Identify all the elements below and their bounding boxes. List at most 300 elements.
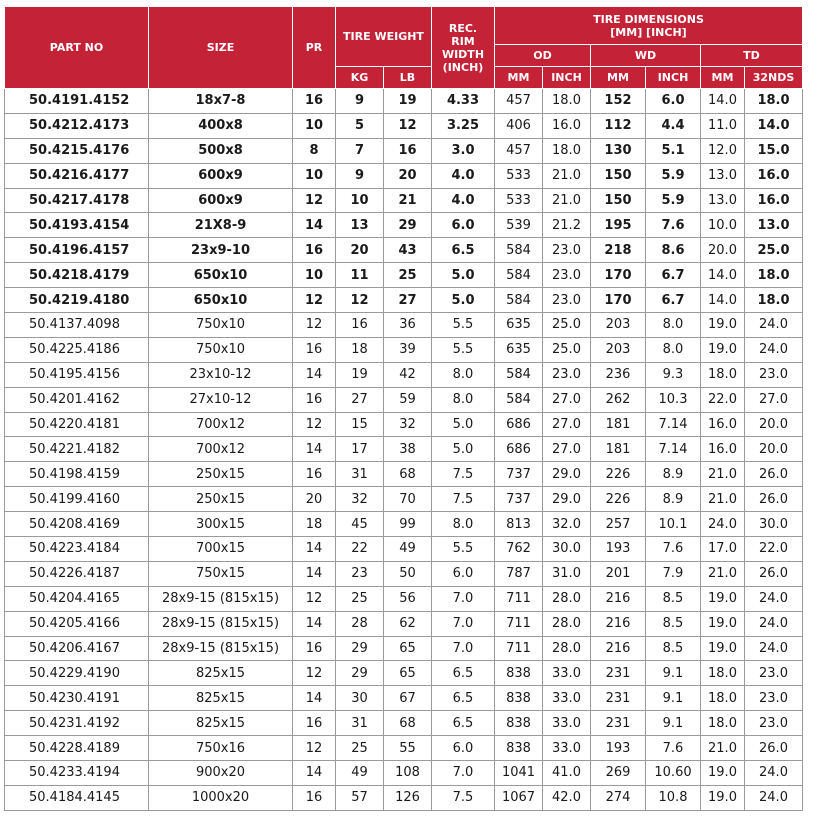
cell-pr: 14 (293, 537, 336, 562)
cell-size: 600x9 (149, 188, 293, 213)
cell-part-no: 50.4205.4166 (5, 611, 149, 636)
cell-part-no: 50.4231.4192 (5, 711, 149, 736)
cell-size: 23x9-10 (149, 238, 293, 263)
cell-od-inch: 21.0 (543, 163, 591, 188)
cell-od-mm: 711 (495, 636, 543, 661)
cell-od-mm: 686 (495, 412, 543, 437)
cell-od-inch: 23.0 (543, 238, 591, 263)
cell-wd-inch: 9.1 (646, 686, 701, 711)
table-row (5, 412, 803, 437)
cell-weight-lb: 49 (384, 537, 432, 562)
cell-od-mm: 838 (495, 686, 543, 711)
cell-pr: 16 (293, 387, 336, 412)
cell-td-32nds: 24.0 (745, 337, 803, 362)
cell-wd-mm: 203 (591, 313, 646, 338)
cell-td-mm: 24.0 (701, 512, 745, 537)
cell-pr: 16 (293, 711, 336, 736)
cell-td-32nds: 20.0 (745, 437, 803, 462)
cell-size: 300x15 (149, 512, 293, 537)
cell-wd-inch: 8.9 (646, 462, 701, 487)
cell-rim-width: 4.0 (432, 188, 495, 213)
cell-wd-inch: 9.1 (646, 711, 701, 736)
cell-od-mm: 457 (495, 89, 543, 114)
cell-td-32nds: 24.0 (745, 785, 803, 810)
cell-weight-lb: 32 (384, 412, 432, 437)
cell-weight-lb: 36 (384, 313, 432, 338)
cell-rim-width: 6.5 (432, 686, 495, 711)
cell-od-mm: 584 (495, 263, 543, 288)
cell-wd-inch: 7.14 (646, 437, 701, 462)
cell-weight-lb: 70 (384, 487, 432, 512)
cell-weight-lb: 68 (384, 462, 432, 487)
cell-rim-width: 3.25 (432, 113, 495, 138)
cell-weight-kg: 7 (336, 138, 384, 163)
cell-size: 500x8 (149, 138, 293, 163)
cell-size: 900x20 (149, 761, 293, 786)
cell-wd-mm: 112 (591, 113, 646, 138)
cell-size: 650x10 (149, 263, 293, 288)
table-row (5, 686, 803, 711)
cell-od-inch: 16.0 (543, 113, 591, 138)
cell-wd-inch: 7.6 (646, 736, 701, 761)
cell-size: 400x8 (149, 113, 293, 138)
cell-wd-inch: 10.3 (646, 387, 701, 412)
cell-weight-kg: 25 (336, 586, 384, 611)
cell-weight-kg: 30 (336, 686, 384, 711)
cell-part-no: 50.4217.4178 (5, 188, 149, 213)
header-part-no: PART NO (5, 7, 149, 89)
header-od-mm: MM (495, 67, 543, 89)
table-row (5, 288, 803, 313)
cell-od-inch: 33.0 (543, 736, 591, 761)
cell-weight-kg: 25 (336, 736, 384, 761)
cell-part-no: 50.4216.4177 (5, 163, 149, 188)
cell-pr: 16 (293, 462, 336, 487)
cell-td-mm: 18.0 (701, 686, 745, 711)
cell-part-no: 50.4193.4154 (5, 213, 149, 238)
cell-size: 750x15 (149, 561, 293, 586)
cell-size: 250x15 (149, 462, 293, 487)
table-row (5, 561, 803, 586)
cell-td-mm: 19.0 (701, 785, 745, 810)
cell-wd-mm: 231 (591, 711, 646, 736)
cell-wd-inch: 7.6 (646, 213, 701, 238)
cell-td-32nds: 18.0 (745, 89, 803, 114)
rim-width-line-1: REC. (448, 21, 478, 35)
tire-spec-table (4, 6, 803, 811)
table-header (5, 7, 803, 89)
cell-od-mm: 635 (495, 337, 543, 362)
cell-td-32nds: 26.0 (745, 736, 803, 761)
cell-part-no: 50.4204.4165 (5, 586, 149, 611)
cell-od-inch: 27.0 (543, 437, 591, 462)
cell-part-no: 50.4195.4156 (5, 362, 149, 387)
cell-od-inch: 27.0 (543, 412, 591, 437)
cell-weight-kg: 19 (336, 362, 384, 387)
cell-wd-mm: 181 (591, 412, 646, 437)
cell-weight-kg: 49 (336, 761, 384, 786)
table-row (5, 113, 803, 138)
cell-rim-width: 5.0 (432, 412, 495, 437)
cell-td-mm: 19.0 (701, 313, 745, 338)
cell-od-inch: 23.0 (543, 263, 591, 288)
cell-wd-mm: 150 (591, 188, 646, 213)
cell-od-mm: 1041 (495, 761, 543, 786)
header-od: OD (495, 45, 591, 67)
cell-pr: 20 (293, 487, 336, 512)
header-wd: WD (591, 45, 701, 67)
cell-part-no: 50.4184.4145 (5, 785, 149, 810)
cell-wd-inch: 7.14 (646, 412, 701, 437)
cell-wd-mm: 231 (591, 661, 646, 686)
table-row (5, 785, 803, 810)
cell-wd-mm: 170 (591, 263, 646, 288)
cell-size: 650x10 (149, 288, 293, 313)
cell-rim-width: 5.0 (432, 437, 495, 462)
cell-td-mm: 18.0 (701, 661, 745, 686)
cell-pr: 10 (293, 113, 336, 138)
cell-td-mm: 11.0 (701, 113, 745, 138)
cell-part-no: 50.4206.4167 (5, 636, 149, 661)
cell-wd-mm: 193 (591, 736, 646, 761)
header-td-mm: MM (701, 67, 745, 89)
cell-td-mm: 18.0 (701, 362, 745, 387)
cell-pr: 14 (293, 686, 336, 711)
cell-od-inch: 21.2 (543, 213, 591, 238)
cell-td-mm: 16.0 (701, 412, 745, 437)
cell-td-32nds: 26.0 (745, 462, 803, 487)
cell-size: 750x16 (149, 736, 293, 761)
cell-pr: 14 (293, 761, 336, 786)
header-td-32nds: 32NDS (745, 67, 803, 89)
cell-wd-inch: 8.6 (646, 238, 701, 263)
cell-od-mm: 539 (495, 213, 543, 238)
cell-part-no: 50.4215.4176 (5, 138, 149, 163)
cell-td-32nds: 26.0 (745, 487, 803, 512)
cell-weight-lb: 56 (384, 586, 432, 611)
cell-part-no: 50.4220.4181 (5, 412, 149, 437)
table-row (5, 238, 803, 263)
cell-td-32nds: 22.0 (745, 537, 803, 562)
cell-part-no: 50.4229.4190 (5, 661, 149, 686)
cell-td-32nds: 16.0 (745, 188, 803, 213)
rim-width-line-2: RIM (451, 34, 475, 48)
cell-wd-mm: 269 (591, 761, 646, 786)
cell-od-inch: 28.0 (543, 586, 591, 611)
cell-pr: 12 (293, 586, 336, 611)
cell-part-no: 50.4191.4152 (5, 89, 149, 114)
cell-part-no: 50.4228.4189 (5, 736, 149, 761)
table-row (5, 263, 803, 288)
cell-wd-mm: 152 (591, 89, 646, 114)
cell-td-mm: 19.0 (701, 611, 745, 636)
cell-rim-width: 6.5 (432, 711, 495, 736)
cell-size: 28x9-15 (815x15) (149, 611, 293, 636)
cell-od-inch: 28.0 (543, 611, 591, 636)
cell-weight-kg: 31 (336, 462, 384, 487)
cell-weight-lb: 27 (384, 288, 432, 313)
table-row (5, 362, 803, 387)
cell-weight-kg: 5 (336, 113, 384, 138)
cell-weight-lb: 19 (384, 89, 432, 114)
cell-weight-lb: 68 (384, 711, 432, 736)
cell-part-no: 50.4219.4180 (5, 288, 149, 313)
cell-pr: 8 (293, 138, 336, 163)
cell-wd-inch: 5.9 (646, 163, 701, 188)
cell-od-inch: 18.0 (543, 89, 591, 114)
cell-td-32nds: 23.0 (745, 686, 803, 711)
cell-rim-width: 6.0 (432, 561, 495, 586)
cell-size: 28x9-15 (815x15) (149, 636, 293, 661)
cell-pr: 14 (293, 437, 336, 462)
cell-td-mm: 21.0 (701, 736, 745, 761)
cell-rim-width: 8.0 (432, 387, 495, 412)
cell-td-32nds: 26.0 (745, 561, 803, 586)
cell-od-mm: 1067 (495, 785, 543, 810)
cell-od-inch: 29.0 (543, 487, 591, 512)
cell-rim-width: 5.5 (432, 313, 495, 338)
cell-weight-kg: 45 (336, 512, 384, 537)
cell-weight-kg: 11 (336, 263, 384, 288)
cell-od-mm: 533 (495, 163, 543, 188)
header-lb: LB (384, 67, 432, 89)
cell-td-mm: 20.0 (701, 238, 745, 263)
cell-wd-inch: 6.7 (646, 288, 701, 313)
cell-od-mm: 584 (495, 362, 543, 387)
cell-pr: 18 (293, 512, 336, 537)
cell-rim-width: 5.5 (432, 337, 495, 362)
cell-wd-inch: 10.60 (646, 761, 701, 786)
table-row (5, 512, 803, 537)
table-row (5, 163, 803, 188)
cell-od-mm: 762 (495, 537, 543, 562)
cell-weight-kg: 18 (336, 337, 384, 362)
cell-pr: 12 (293, 661, 336, 686)
cell-rim-width: 8.0 (432, 512, 495, 537)
cell-od-mm: 838 (495, 711, 543, 736)
cell-od-inch: 29.0 (543, 462, 591, 487)
cell-pr: 16 (293, 785, 336, 810)
cell-weight-lb: 126 (384, 785, 432, 810)
cell-weight-kg: 17 (336, 437, 384, 462)
cell-wd-inch: 5.9 (646, 188, 701, 213)
header-size: SIZE (149, 7, 293, 89)
cell-weight-kg: 16 (336, 313, 384, 338)
cell-wd-mm: 274 (591, 785, 646, 810)
header-td: TD (701, 45, 803, 67)
cell-weight-kg: 9 (336, 163, 384, 188)
tire-dimensions-units: [MM] [INCH] (610, 25, 687, 39)
cell-od-mm: 838 (495, 661, 543, 686)
cell-size: 750x10 (149, 337, 293, 362)
cell-od-inch: 27.0 (543, 387, 591, 412)
cell-od-inch: 25.0 (543, 313, 591, 338)
cell-size: 18x7-8 (149, 89, 293, 114)
cell-td-mm: 19.0 (701, 761, 745, 786)
cell-size: 825x15 (149, 711, 293, 736)
cell-weight-kg: 12 (336, 288, 384, 313)
cell-td-mm: 21.0 (701, 487, 745, 512)
cell-wd-mm: 130 (591, 138, 646, 163)
cell-weight-lb: 65 (384, 661, 432, 686)
cell-od-mm: 584 (495, 238, 543, 263)
cell-weight-kg: 57 (336, 785, 384, 810)
cell-weight-kg: 13 (336, 213, 384, 238)
cell-size: 600x9 (149, 163, 293, 188)
cell-wd-mm: 193 (591, 537, 646, 562)
table-body (5, 89, 803, 811)
cell-od-mm: 711 (495, 586, 543, 611)
rim-width-line-4: (INCH) (442, 60, 484, 74)
header-wd-mm: MM (591, 67, 646, 89)
cell-wd-inch: 7.9 (646, 561, 701, 586)
cell-wd-mm: 262 (591, 387, 646, 412)
cell-part-no: 50.4198.4159 (5, 462, 149, 487)
cell-od-mm: 737 (495, 462, 543, 487)
cell-part-no: 50.4221.4182 (5, 437, 149, 462)
cell-weight-lb: 55 (384, 736, 432, 761)
cell-wd-mm: 201 (591, 561, 646, 586)
cell-weight-kg: 15 (336, 412, 384, 437)
table-row (5, 337, 803, 362)
cell-pr: 12 (293, 313, 336, 338)
cell-rim-width: 7.5 (432, 487, 495, 512)
cell-pr: 14 (293, 561, 336, 586)
cell-weight-lb: 16 (384, 138, 432, 163)
cell-rim-width: 7.5 (432, 462, 495, 487)
cell-weight-lb: 50 (384, 561, 432, 586)
table-row (5, 188, 803, 213)
table-row (5, 537, 803, 562)
cell-part-no: 50.4208.4169 (5, 512, 149, 537)
cell-wd-inch: 8.5 (646, 611, 701, 636)
cell-wd-mm: 195 (591, 213, 646, 238)
cell-wd-mm: 216 (591, 586, 646, 611)
tire-dimensions-title: TIRE DIMENSIONS (593, 12, 704, 26)
rim-width-line-3: WIDTH (441, 47, 485, 61)
cell-weight-kg: 31 (336, 711, 384, 736)
cell-rim-width: 6.5 (432, 661, 495, 686)
cell-weight-lb: 67 (384, 686, 432, 711)
cell-size: 28x9-15 (815x15) (149, 586, 293, 611)
cell-od-mm: 711 (495, 611, 543, 636)
cell-weight-kg: 23 (336, 561, 384, 586)
cell-td-32nds: 18.0 (745, 263, 803, 288)
cell-rim-width: 4.33 (432, 89, 495, 114)
cell-weight-kg: 10 (336, 188, 384, 213)
cell-size: 27x10-12 (149, 387, 293, 412)
table-row (5, 586, 803, 611)
cell-weight-kg: 32 (336, 487, 384, 512)
table-row (5, 611, 803, 636)
cell-td-mm: 13.0 (701, 163, 745, 188)
cell-pr: 14 (293, 611, 336, 636)
table-row (5, 213, 803, 238)
header-od-inch: INCH (543, 67, 591, 89)
header-kg: KG (336, 67, 384, 89)
cell-size: 250x15 (149, 487, 293, 512)
cell-rim-width: 7.0 (432, 586, 495, 611)
cell-wd-mm: 216 (591, 611, 646, 636)
cell-part-no: 50.4212.4173 (5, 113, 149, 138)
table-row (5, 138, 803, 163)
table-row (5, 89, 803, 114)
cell-part-no: 50.4223.4184 (5, 537, 149, 562)
cell-weight-lb: 38 (384, 437, 432, 462)
cell-rim-width: 4.0 (432, 163, 495, 188)
cell-td-mm: 16.0 (701, 437, 745, 462)
cell-wd-mm: 203 (591, 337, 646, 362)
cell-td-mm: 17.0 (701, 537, 745, 562)
cell-wd-inch: 10.1 (646, 512, 701, 537)
cell-od-inch: 23.0 (543, 362, 591, 387)
cell-weight-lb: 108 (384, 761, 432, 786)
cell-weight-lb: 21 (384, 188, 432, 213)
cell-od-inch: 25.0 (543, 337, 591, 362)
cell-wd-mm: 170 (591, 288, 646, 313)
header-rec-rim-width (432, 7, 495, 89)
cell-wd-inch: 9.3 (646, 362, 701, 387)
cell-td-mm: 14.0 (701, 263, 745, 288)
table-row (5, 487, 803, 512)
cell-od-mm: 406 (495, 113, 543, 138)
cell-td-mm: 13.0 (701, 188, 745, 213)
cell-pr: 12 (293, 288, 336, 313)
cell-rim-width: 8.0 (432, 362, 495, 387)
cell-size: 700x12 (149, 437, 293, 462)
cell-part-no: 50.4137.4098 (5, 313, 149, 338)
cell-wd-inch: 9.1 (646, 661, 701, 686)
cell-weight-lb: 42 (384, 362, 432, 387)
cell-od-inch: 28.0 (543, 636, 591, 661)
cell-td-mm: 21.0 (701, 561, 745, 586)
cell-td-32nds: 23.0 (745, 362, 803, 387)
cell-wd-inch: 8.5 (646, 636, 701, 661)
cell-weight-lb: 59 (384, 387, 432, 412)
cell-pr: 16 (293, 89, 336, 114)
cell-weight-kg: 28 (336, 611, 384, 636)
cell-weight-kg: 29 (336, 636, 384, 661)
cell-wd-mm: 218 (591, 238, 646, 263)
cell-td-mm: 19.0 (701, 337, 745, 362)
cell-od-inch: 42.0 (543, 785, 591, 810)
header-wd-inch: INCH (646, 67, 701, 89)
cell-wd-inch: 8.0 (646, 337, 701, 362)
cell-td-32nds: 25.0 (745, 238, 803, 263)
cell-part-no: 50.4196.4157 (5, 238, 149, 263)
cell-od-inch: 18.0 (543, 138, 591, 163)
cell-od-inch: 41.0 (543, 761, 591, 786)
cell-size: 700x15 (149, 537, 293, 562)
cell-od-inch: 33.0 (543, 711, 591, 736)
cell-weight-lb: 65 (384, 636, 432, 661)
cell-part-no: 50.4233.4194 (5, 761, 149, 786)
cell-td-mm: 14.0 (701, 89, 745, 114)
cell-weight-lb: 12 (384, 113, 432, 138)
cell-td-mm: 19.0 (701, 586, 745, 611)
table-row (5, 711, 803, 736)
table-row (5, 661, 803, 686)
cell-td-32nds: 20.0 (745, 412, 803, 437)
cell-rim-width: 5.0 (432, 288, 495, 313)
cell-weight-lb: 99 (384, 512, 432, 537)
cell-part-no: 50.4199.4160 (5, 487, 149, 512)
cell-rim-width: 6.5 (432, 238, 495, 263)
header-tire-dimensions (495, 7, 803, 45)
cell-pr: 12 (293, 188, 336, 213)
cell-size: 825x15 (149, 661, 293, 686)
cell-td-32nds: 24.0 (745, 761, 803, 786)
